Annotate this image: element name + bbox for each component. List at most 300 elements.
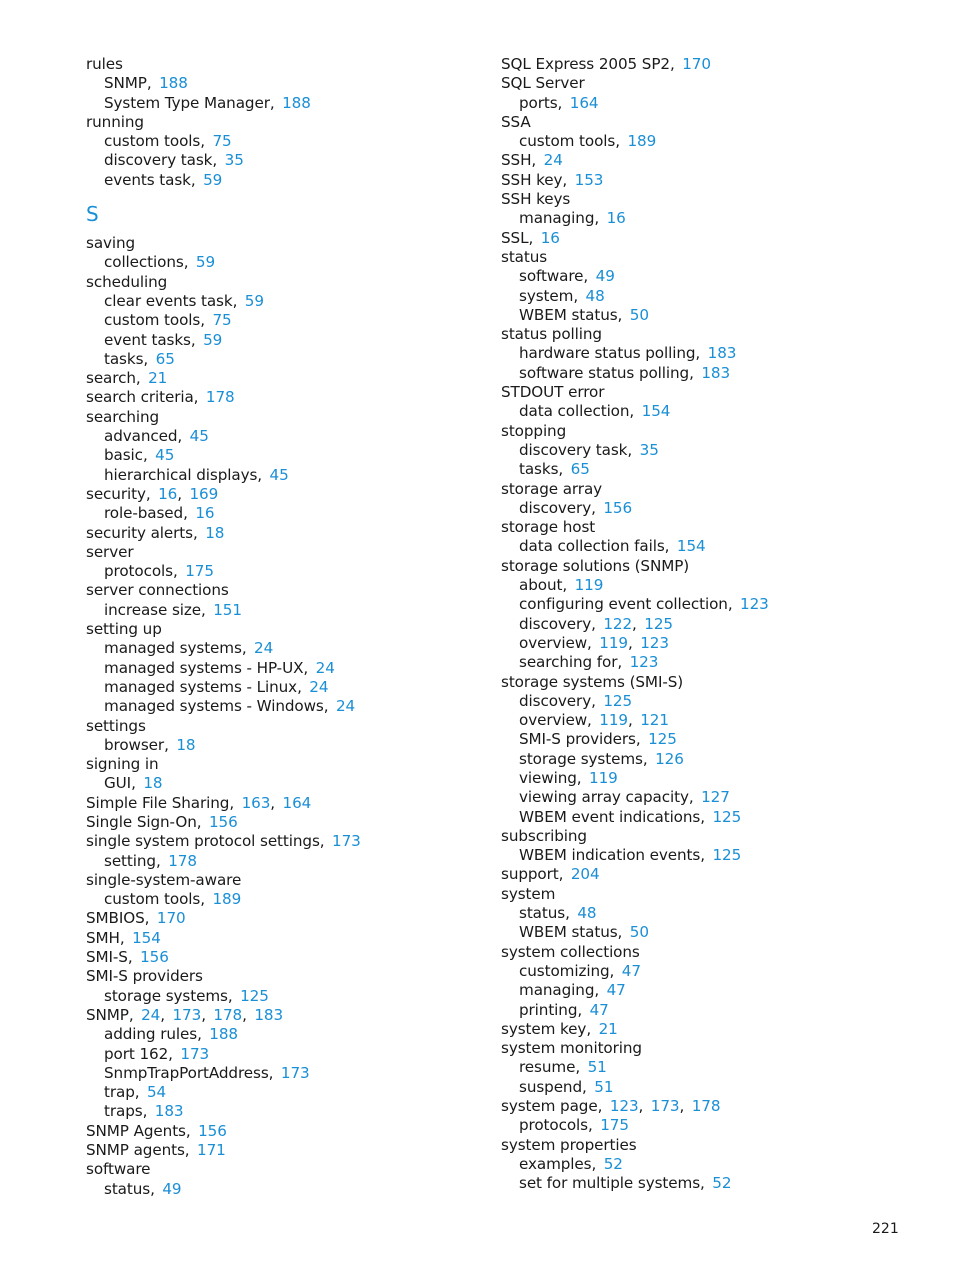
index-entry: security, 16, 169 (86, 484, 219, 503)
index-subentry: discovery task, 35 (519, 440, 659, 459)
page-link[interactable]: 65 (570, 460, 590, 479)
index-term: SSH key (501, 170, 563, 189)
index-term: resume (519, 1058, 576, 1077)
page-link[interactable]: 204 (570, 865, 600, 884)
index-subentry: System Type Manager, 188 (104, 93, 311, 112)
index-term: SNMP (86, 1005, 129, 1024)
page-link[interactable]: 183 (701, 363, 731, 382)
page-link[interactable]: 24 (335, 697, 356, 716)
index-term: browser (104, 735, 165, 754)
index-term: overview (519, 633, 588, 652)
page-link[interactable]: 24 (254, 639, 274, 658)
index-entry (501, 190, 921, 209)
index-entry: SSL, 16 (501, 228, 560, 247)
index-subentry: status, 49 (104, 1179, 182, 1198)
index-subentry: advanced, 45 (104, 427, 209, 446)
index-term: role-based (104, 504, 184, 523)
page-link[interactable]: 125 (712, 846, 742, 865)
index-entry (86, 273, 506, 292)
index-term: saving (86, 234, 136, 253)
page-link[interactable]: 24 (309, 677, 329, 696)
page-link[interactable]: 18 (205, 523, 225, 542)
page-link[interactable]: 47 (621, 961, 641, 980)
page-link[interactable]: 126 (655, 749, 684, 768)
page-link[interactable]: 16 (606, 209, 626, 228)
index-entry: search, 21 (86, 369, 168, 388)
index-subentry: managing, 16 (519, 209, 626, 228)
page-link[interactable]: 183 (154, 1102, 184, 1121)
page-link[interactable]: 119 (599, 711, 628, 730)
index-subentry: suspend, 51 (519, 1077, 614, 1096)
index-term: suspend (519, 1077, 583, 1096)
index-column-left (86, 55, 506, 1199)
index-term: SQL Server (501, 74, 585, 93)
page-link[interactable]: 54 (146, 1083, 167, 1102)
page-link[interactable]: 49 (162, 1179, 182, 1198)
index-entry: SMH, 154 (86, 928, 161, 947)
index-subentry: storage systems, 125 (104, 986, 269, 1005)
index-subentry: managed systems - Windows, 24 (104, 697, 356, 716)
page-link[interactable]: 119 (574, 576, 604, 595)
index-term: server connections (86, 581, 229, 600)
page-link[interactable]: 59 (195, 253, 216, 272)
index-term: single-system-aware (86, 870, 242, 889)
index-entry: system page, 123, 173, 178 (501, 1097, 721, 1116)
page-link[interactable]: 125 (648, 730, 677, 749)
page-link[interactable]: 189 (212, 890, 242, 909)
page-link[interactable]: 48 (585, 286, 605, 305)
index-term: set for multiple systems (519, 1174, 701, 1193)
index-term: clear events task (104, 291, 233, 310)
index-term: storage systems (SMI-S) (501, 672, 684, 691)
page-link[interactable]: 123 (640, 633, 669, 652)
page-link[interactable]: 35 (639, 440, 659, 459)
page-link[interactable]: 59 (203, 170, 223, 189)
page-link[interactable]: 164 (282, 793, 312, 812)
index-subentry: protocols, 175 (519, 1116, 629, 1135)
index-entry (501, 827, 921, 846)
index-term: stopping (501, 421, 567, 440)
page-link[interactable]: 189 (627, 132, 657, 151)
index-subentry: port 162, 173 (104, 1044, 210, 1063)
index-term: event tasks (104, 330, 191, 349)
index-subentry: resume, 51 (519, 1058, 607, 1077)
page-link[interactable]: 123 (629, 653, 659, 672)
index-subentry: ports, 164 (519, 93, 599, 112)
index-term: search criteria (86, 388, 194, 407)
index-term: software (86, 1160, 151, 1179)
index-subentry: managed systems - Linux, 24 (104, 677, 329, 696)
index-term: storage host (501, 518, 596, 537)
index-term: printing (519, 1000, 578, 1019)
index-term: settings (86, 716, 146, 735)
index-entry: SSH key, 153 (501, 170, 604, 189)
page-link[interactable]: 173 (332, 832, 361, 851)
index-term: managed systems (104, 639, 242, 658)
index-term: system (519, 286, 574, 305)
index-term: SSH keys (501, 190, 571, 209)
index-subentry: browser, 18 (104, 735, 196, 754)
index-entry: SQL Express 2005 SP2, 170 (501, 55, 711, 73)
index-term: SMBIOS (86, 909, 145, 928)
index-column-right (501, 55, 921, 1194)
index-term: hierarchical displays (104, 465, 258, 484)
index-subentry: discovery, 125 (519, 691, 633, 710)
index-term: protocols (519, 1116, 588, 1135)
page-link[interactable]: 45 (155, 446, 175, 465)
page-link[interactable]: 175 (185, 562, 214, 581)
index-term: GUI (104, 774, 132, 793)
index-entry (501, 1136, 921, 1155)
page-link[interactable]: 35 (224, 151, 244, 170)
page-link[interactable]: 52 (712, 1174, 732, 1193)
index-term: WBEM status (519, 305, 618, 324)
page-link[interactable]: 123 (740, 595, 769, 614)
index-term: subscribing (501, 826, 587, 845)
index-term: viewing (519, 768, 577, 787)
index-subentry: role-based, 16 (104, 504, 215, 523)
index-entry (86, 408, 506, 427)
index-subentry: GUI, 18 (104, 774, 163, 793)
page-link[interactable]: 178 (168, 851, 197, 870)
page-link[interactable]: 125 (712, 807, 742, 826)
index-entry (86, 967, 506, 986)
index-subentry: WBEM status, 50 (519, 305, 649, 324)
page-link[interactable]: 125 (240, 986, 269, 1005)
index-subentry: increase size, 151 (104, 600, 242, 619)
index-term: searching (86, 407, 160, 426)
index-subentry: custom tools, 75 (104, 132, 232, 151)
index-entry: SMI-S, 156 (86, 948, 169, 967)
page-link[interactable]: 156 (198, 1121, 227, 1140)
index-entry: SMBIOS, 170 (86, 909, 186, 928)
page-link[interactable]: 123 (609, 1097, 639, 1116)
page-link[interactable]: 164 (569, 93, 599, 112)
index-subentry: SnmpTrapPortAddress, 173 (104, 1063, 310, 1082)
index-term: discovery (519, 498, 592, 517)
index-subentry: overview, 119, 123 (519, 633, 669, 652)
index-term: searching for (519, 653, 618, 672)
index-subentry: configuring event collection, 123 (519, 595, 769, 614)
index-term: ports (519, 93, 558, 112)
index-subentry: adding rules, 188 (104, 1025, 238, 1044)
page-link[interactable]: 173 (650, 1097, 680, 1116)
index-entry (86, 113, 506, 132)
index-term: System Type Manager (104, 93, 270, 112)
index-term: WBEM indication events (519, 846, 701, 865)
index-term: signing in (86, 755, 159, 774)
page-link[interactable]: 170 (682, 55, 711, 73)
index-term: status (104, 1179, 151, 1198)
page-link[interactable]: 170 (156, 909, 186, 928)
page-link[interactable]: 47 (606, 981, 626, 1000)
index-term: software (519, 267, 584, 286)
index-term: managed systems - Linux (104, 677, 298, 696)
index-term: WBEM status (519, 923, 618, 942)
index-term: protocols (104, 562, 173, 581)
index-term: port 162 (104, 1044, 169, 1063)
index-entry (501, 422, 921, 441)
index-subentry: protocols, 175 (104, 562, 214, 581)
index-subentry: data collection fails, 154 (519, 537, 706, 556)
page-link[interactable]: 24 (315, 658, 335, 677)
index-subentry: hardware status polling, 183 (519, 344, 737, 363)
index-subentry: printing, 47 (519, 1000, 609, 1019)
index-term: tasks (519, 460, 559, 479)
page-link[interactable]: 50 (629, 923, 649, 942)
index-subentry: clear events task, 59 (104, 291, 264, 310)
page-link[interactable]: 125 (603, 691, 633, 710)
index-entry (501, 885, 921, 904)
index-subentry: about, 119 (519, 576, 604, 595)
index-term: storage systems (519, 749, 643, 768)
page-link[interactable]: 51 (594, 1077, 614, 1096)
index-entry (86, 55, 506, 74)
page-link[interactable]: 169 (189, 484, 219, 503)
index-term: SSH (501, 151, 532, 170)
page-link[interactable]: 183 (254, 1005, 284, 1024)
index-entry: system key, 21 (501, 1019, 618, 1038)
index-entry (501, 557, 921, 576)
index-subentry: software status polling, 183 (519, 363, 731, 382)
index-term: managed systems - HP-UX (104, 658, 304, 677)
index-entry: SNMP agents, 171 (86, 1141, 226, 1160)
index-subentry: WBEM event indications, 125 (519, 807, 742, 826)
index-entry (501, 518, 921, 537)
page-link[interactable]: 127 (701, 788, 730, 807)
page-link[interactable]: 48 (577, 904, 597, 923)
index-subentry: system, 48 (519, 286, 605, 305)
index-term: Simple File Sharing (86, 793, 230, 812)
index-entry (86, 1160, 506, 1179)
page-link[interactable]: 154 (641, 402, 671, 421)
page-link[interactable]: 178 (691, 1097, 721, 1116)
index-term: scheduling (86, 272, 168, 291)
index-term: status polling (501, 325, 602, 344)
index-entry (86, 755, 506, 774)
page-link[interactable]: 24 (543, 151, 563, 170)
index-term: hardware status polling (519, 344, 696, 363)
index-term: search (86, 369, 136, 388)
index-entry: Single Sign-On, 156 (86, 812, 238, 831)
index-subentry: SMI-S providers, 125 (519, 730, 677, 749)
page-link[interactable]: 156 (208, 812, 238, 831)
page-link[interactable]: 178 (205, 388, 235, 407)
index-subentry: custom tools, 189 (519, 132, 657, 151)
index-term: SnmpTrapPortAddress (104, 1063, 269, 1082)
page-link[interactable]: 173 (280, 1063, 310, 1082)
index-subentry: overview, 119, 121 (519, 711, 669, 730)
index-entry (501, 480, 921, 499)
index-entry: single system protocol settings, 173 (86, 832, 361, 851)
index-term: adding rules (104, 1025, 198, 1044)
index-subentry: software, 49 (519, 267, 615, 286)
index-subentry: managed systems, 24 (104, 639, 274, 658)
page-link[interactable]: 163 (241, 793, 271, 812)
index-subentry: customizing, 47 (519, 961, 641, 980)
page-link[interactable]: 173 (180, 1044, 210, 1063)
page-link[interactable]: 51 (587, 1058, 607, 1077)
index-subentry: setting, 178 (104, 851, 197, 870)
index-term: server (86, 542, 134, 561)
index-term: custom tools (104, 132, 201, 151)
index-entry: SNMP, 24, 173, 178, 183 (86, 1005, 284, 1024)
index-term: custom tools (519, 132, 616, 151)
index-entry: SNMP Agents, 156 (86, 1121, 227, 1140)
index-term: Single Sign-On (86, 812, 197, 831)
index-term: storage systems (104, 986, 228, 1005)
page-link[interactable]: 188 (209, 1025, 238, 1044)
page-link[interactable]: 16 (195, 504, 215, 523)
index-term: WBEM event indications (519, 807, 701, 826)
index-term: about (519, 576, 563, 595)
index-subentry: managing, 47 (519, 981, 626, 1000)
page-link[interactable]: 121 (640, 711, 669, 730)
index-subentry: viewing array capacity, 127 (519, 788, 730, 807)
index-term: overview (519, 711, 588, 730)
index-subentry: WBEM indication events, 125 (519, 846, 742, 865)
index-entry: Simple File Sharing, 163, 164 (86, 793, 312, 812)
index-term: advanced (104, 427, 178, 446)
page-link[interactable]: 50 (629, 305, 649, 324)
page-link[interactable]: 18 (143, 774, 163, 793)
index-subentry: discovery, 122, 125 (519, 614, 673, 633)
page-link[interactable]: 24 (141, 1005, 161, 1024)
page-link[interactable]: 45 (269, 465, 289, 484)
index-entry (501, 673, 921, 692)
page-link[interactable]: 151 (213, 600, 242, 619)
index-term: viewing array capacity (519, 788, 689, 807)
index-term: single system protocol settings (86, 832, 320, 851)
index-subentry: viewing, 119 (519, 768, 618, 787)
index-entry (86, 234, 506, 253)
index-term: system key (501, 1019, 587, 1038)
index-term: discovery (519, 614, 592, 633)
index-term: data collection fails (519, 537, 665, 556)
index-term: system monitoring (501, 1039, 642, 1058)
page-link[interactable]: 75 (212, 132, 232, 151)
index-term: events task (104, 170, 191, 189)
index-subentry: traps, 183 (104, 1102, 184, 1121)
index-term: SMI-S providers (519, 730, 636, 749)
index-subentry: managed systems - HP-UX, 24 (104, 658, 335, 677)
index-term: custom tools (104, 890, 201, 909)
index-term: collections (104, 253, 184, 272)
index-term: discovery (519, 691, 592, 710)
page-link[interactable]: 154 (132, 928, 161, 947)
index-term: basic (104, 446, 143, 465)
index-term: software status polling (519, 363, 690, 382)
index-term: storage solutions (SNMP) (501, 556, 690, 575)
index-entry (86, 543, 506, 562)
index-entry: support, 204 (501, 865, 600, 884)
page-link[interactable]: 154 (676, 537, 706, 556)
page-link[interactable]: 156 (603, 498, 633, 517)
page-link[interactable]: 119 (589, 768, 618, 787)
index-entry (501, 74, 921, 93)
index-term: STDOUT error (501, 383, 605, 402)
index-term: managing (519, 981, 595, 1000)
index-term: status (519, 904, 566, 923)
page-link[interactable]: 173 (172, 1005, 202, 1024)
page-link[interactable]: 16 (540, 228, 560, 247)
page-link[interactable]: 59 (203, 330, 223, 349)
index-term: running (86, 112, 144, 131)
index-subentry: WBEM status, 50 (519, 923, 649, 942)
index-term: SMH (86, 928, 120, 947)
page-link[interactable]: 18 (176, 735, 196, 754)
page-link[interactable]: 47 (589, 1000, 609, 1019)
index-entry (501, 248, 921, 267)
index-term: security (86, 484, 146, 503)
index-term: SSA (501, 112, 531, 131)
page-link[interactable]: 49 (595, 267, 615, 286)
page-link[interactable]: 178 (213, 1005, 243, 1024)
page-link[interactable]: 59 (244, 291, 264, 310)
page-link[interactable]: 188 (282, 93, 311, 112)
index-entry (501, 383, 921, 402)
page-link[interactable]: 21 (598, 1019, 618, 1038)
index-subentry: storage systems, 126 (519, 749, 684, 768)
page-link[interactable]: 21 (148, 369, 168, 388)
index-subentry: custom tools, 189 (104, 890, 242, 909)
index-term: data collection (519, 402, 630, 421)
page-link[interactable]: 65 (155, 349, 175, 368)
index-subentry: collections, 59 (104, 253, 216, 272)
index-term: SSL (501, 228, 529, 247)
page-link[interactable]: 45 (189, 427, 209, 446)
index-subentry: tasks, 65 (519, 460, 590, 479)
page-link[interactable]: 16 (158, 484, 178, 503)
page-link[interactable]: 171 (197, 1141, 226, 1160)
page-link[interactable]: 175 (600, 1116, 629, 1135)
index-subentry: status, 48 (519, 904, 597, 923)
index-term: SNMP (104, 74, 147, 93)
page-link[interactable]: 188 (159, 74, 188, 93)
index-term: customizing (519, 961, 610, 980)
index-term: SNMP Agents (86, 1121, 186, 1140)
index-subentry: examples, 52 (519, 1154, 623, 1173)
index-subentry: data collection, 154 (519, 402, 671, 421)
index-term: examples (519, 1154, 592, 1173)
index-entry: security alerts, 18 (86, 523, 225, 542)
index-entry: SSH, 24 (501, 151, 563, 170)
index-subentry: SNMP, 188 (104, 74, 188, 93)
index-entry (86, 620, 506, 639)
index-term: SNMP agents (86, 1141, 185, 1160)
index-term: system collections (501, 942, 640, 961)
page-link[interactable]: 156 (140, 948, 169, 967)
page-link[interactable]: 153 (574, 170, 604, 189)
index-subentry: custom tools, 75 (104, 311, 232, 330)
page-link[interactable]: 122 (603, 614, 633, 633)
index-subentry: set for multiple systems, 52 (519, 1174, 732, 1193)
index-term: system properties (501, 1135, 637, 1154)
page-link[interactable]: 75 (212, 311, 232, 330)
index-term: SMI-S (86, 948, 128, 967)
index-term: increase size (104, 600, 201, 619)
page-link[interactable]: 52 (603, 1154, 623, 1173)
index-term: traps (104, 1102, 143, 1121)
page-link[interactable]: 183 (707, 344, 737, 363)
index-term: status (501, 247, 548, 266)
index-entry (86, 717, 506, 736)
section-letter: S (86, 202, 99, 227)
index-term: support (501, 865, 559, 884)
index-term: discovery task (104, 151, 213, 170)
page-link[interactable]: 125 (644, 614, 673, 633)
page-link[interactable]: 119 (599, 633, 628, 652)
